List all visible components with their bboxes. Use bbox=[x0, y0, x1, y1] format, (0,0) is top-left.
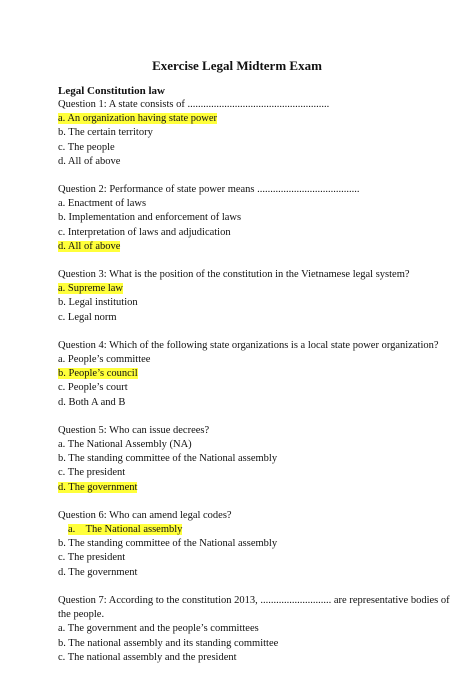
question-1 bbox=[58, 98, 458, 169]
question-7 bbox=[58, 594, 458, 665]
question-text: Question 3: What is the position of the constitution in the Vietnamese legal system? bbox=[58, 269, 410, 281]
question-4 bbox=[58, 339, 458, 410]
question-2 bbox=[58, 183, 458, 254]
option-d: d. All of above bbox=[58, 240, 121, 252]
question-text: Question 6: Who can amend legal codes? bbox=[58, 509, 232, 521]
option-c: c. People’s court bbox=[58, 382, 128, 394]
option-c: c. The president bbox=[58, 552, 126, 564]
option-d: d. The government bbox=[58, 566, 138, 578]
option-d: d. Both A and B bbox=[58, 396, 126, 408]
option-b: b. Implementation and enforcement of laws bbox=[58, 212, 242, 224]
option-c: c. The people bbox=[58, 141, 115, 153]
option-a: a. An organization having state power bbox=[58, 113, 218, 125]
option-c: c. Legal norm bbox=[58, 311, 117, 323]
option-a: a. The National Assembly (NA) bbox=[58, 439, 192, 451]
option-d: d. All of above bbox=[58, 155, 121, 167]
exam-content bbox=[58, 84, 458, 679]
option-c: c. Interpretation of laws and adjudication bbox=[58, 226, 231, 238]
section-title: Legal Constitution law bbox=[58, 85, 165, 97]
question-3 bbox=[58, 268, 458, 325]
option-c: c. The president bbox=[58, 467, 126, 479]
option-a: a. People’s committee bbox=[58, 354, 151, 366]
question-5 bbox=[58, 424, 458, 495]
option-b: b. The certain territory bbox=[58, 127, 153, 139]
option-b: b. The standing committee of the National assembly bbox=[58, 453, 278, 465]
question-text: Question 1: A state consists of ...................................................... bbox=[58, 99, 330, 110]
option-b: b. People’s council bbox=[58, 368, 138, 380]
question-text: Question 5: Who can issue decrees? bbox=[58, 424, 210, 436]
option-a: a. The National assembly bbox=[68, 524, 183, 536]
exam-title: Exercise Legal Midterm Exam bbox=[152, 58, 322, 73]
question-text-continued: the people. bbox=[58, 609, 105, 621]
option-b: b. Legal institution bbox=[58, 297, 138, 309]
option-a: a. Enactment of laws bbox=[58, 198, 147, 210]
question-text: Question 7: According to the constitution 2013, ........................... are representative bodies of bbox=[58, 594, 450, 606]
question-text: Question 4: Which of the following state organizations is a local state power organization? bbox=[58, 339, 439, 351]
option-a: a. Supreme law bbox=[58, 283, 124, 295]
option-c: c. The national assembly and the president bbox=[58, 651, 237, 663]
option-d: d. The government bbox=[58, 481, 138, 493]
option-b: b. The standing committee of the National assembly bbox=[58, 538, 278, 550]
option-b: b. The national assembly and its standing committee bbox=[58, 637, 279, 649]
question-6 bbox=[58, 509, 458, 580]
option-a: a. The government and the people’s committees bbox=[58, 623, 259, 635]
question-text: Question 2: Performance of state power means ....................................... bbox=[58, 184, 360, 196]
